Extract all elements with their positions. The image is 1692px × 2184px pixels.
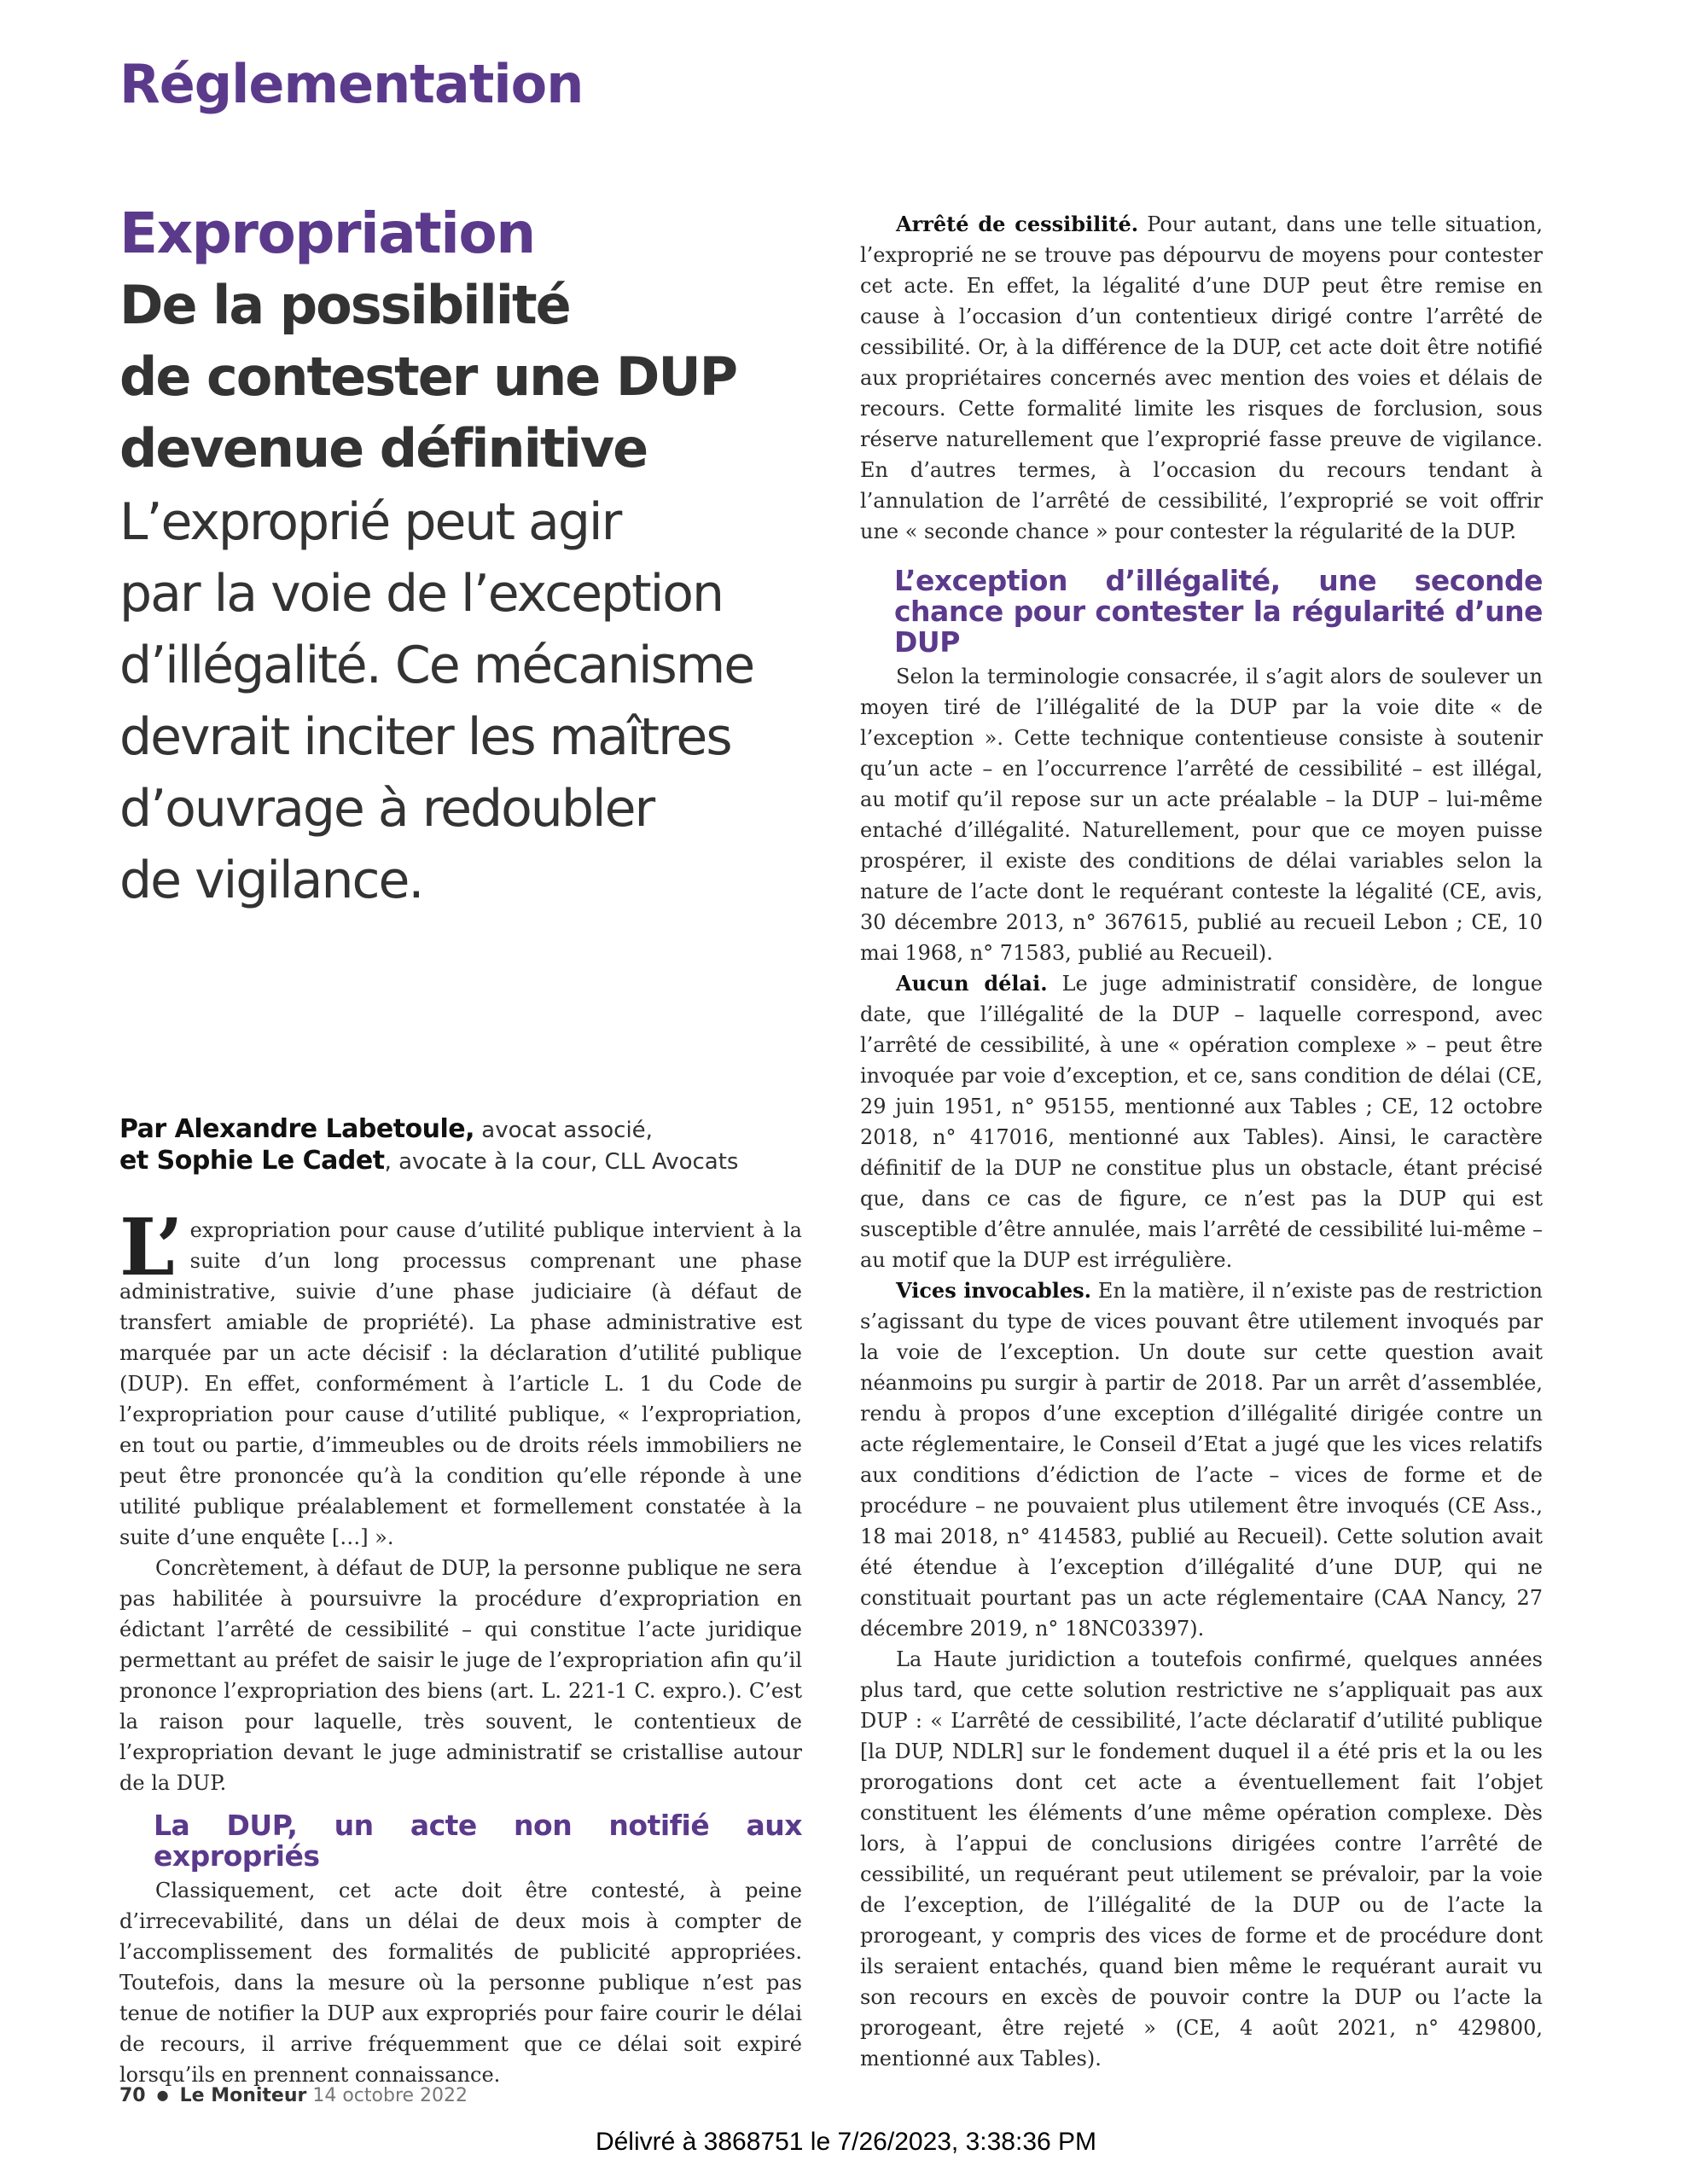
paragraph-lead: Arrêté de cessibilité.	[896, 212, 1139, 236]
right-column-body	[860, 209, 1543, 2074]
bullet-icon: ●	[156, 2087, 169, 2103]
subheading: La DUP, un acte non notifié aux expropriés	[154, 1809, 802, 1873]
paragraph: Concrètement, à défaut de DUP, la personne publique ne sera pas habilitée à poursuivre la procédure d’expropriation en édictant l’arrêté de cessibilité – qui constitue l’acte juridique permettant au préfet de saisir le juge de l’expropriation afin qu’il prononce l’expropriation des biens (art. L. 221-1 C. expro.). C’est la raison pour laquelle, très souvent, le contentieux de l’expropriation devant le juge administratif se cristallise autour de la DUP.	[119, 1556, 802, 1795]
publication-name: Le Moniteur	[179, 2085, 307, 2106]
article-header	[119, 198, 802, 916]
delivery-stamp: Délivré à 3868751 le 7/26/2023, 3:38:36 PM	[595, 2128, 1097, 2156]
page-number: 70	[119, 2085, 146, 2106]
section-label: Réglementation	[119, 53, 584, 115]
left-column-body	[119, 1201, 802, 2090]
issue-date: 14 octobre 2022	[312, 2085, 468, 2106]
paragraph	[119, 1201, 802, 1553]
paragraph-text: Le juge administratif considère, de longue date, que l’illégalité de la DUP – laquelle correspond, avec l’arrêté de cessibilité, à une « opération complexe » – peut être invoquée par voie d’exception, et ce, sans condition de délai (CE, 29 juin 1951, n° 95155, mentionné aux Tables ; CE, 12 octobre 2018, n° 417016, mentionné aux Tables). Ainsi, le caractère définitif de la DUP ne constitue plus un obstacle, étant précisé que, dans ce cas de figure, ce n’est pas la DUP qui est susceptible d’être annulée, mais l’arrêté de cessibilité lui-même – au motif que la DUP est irrégulière.	[860, 972, 1543, 1272]
author-2: et Sophie Le Cadet	[119, 1146, 385, 1176]
author-2-role: , avocate à la cour, CLL Avocats	[384, 1149, 739, 1175]
paragraph: La Haute juridiction a toutefois confirmé, quelques années plus tard, que cette solution restrictive ne s’appliquait pas aux DUP : « L’arrêté de cessibilité, l’acte déclaratif d’utilité publique [la DUP, NDLR] sur le fondement duquel il a été pris et la ou les prorogations dont cet acte a éventuellement fait l’objet constituent les éléments d’une même opération complexe. Dès lors, à l’appui de conclusions dirigées contre l’arrêté de cessibilité, un requérant peut utilement se prévaloir, par la voie de l’exception, de l’illégalité de la DUP ou de l’acte la prorogeant, y compris des vices de forme et de procédure dont ils seraient entachés, quand bien même le requérant aurait vu son recours en excès de pouvoir contre la DUP ou l’acte la prorogeant, être rejeté » (CE, 4 août 2021, n° 429800, mentionné aux Tables).	[860, 1647, 1543, 2071]
article-standfirst: L’exproprié peut agir par la voie de l’exception d’illégalité. Ce mécanisme devrait inciter les maîtres d’ouvrage à redoubler de vigilance.	[119, 492, 754, 910]
paragraph: Selon la terminologie consacrée, il s’agit alors de soulever un moyen tiré de l’illégalité de la DUP par la voie dite « de l’exception ». Cette technique contentieuse consiste à soutenir qu’un acte – en l’occurrence l’arrêté de cessibilité – est illégal, au motif qu’il repose sur un acte préalable – la DUP – lui-même entaché d’illégalité. Naturellement, pour que ce moyen puisse prospérer, il existe des conditions de délai variables selon la nature de l’acte dont le requérant conteste la légalité (CE, avis, 30 décembre 2013, n° 367615, publié au recueil Lebon ; CE, 10 mai 1968, n° 71583, publié au Recueil).	[860, 665, 1543, 965]
author-1: Par Alexandre Labetoule,	[119, 1114, 475, 1144]
byline	[119, 1114, 802, 1177]
article-kicker: Expropriation	[119, 200, 535, 266]
paragraph	[860, 1275, 1543, 1644]
paragraph-lead: Aucun délai.	[896, 971, 1048, 996]
paragraph-text: expropriation pour cause d’utilité publique intervient à la suite d’un long processus comprenant une phase administrative, suivie d’une phase judiciaire (à défaut de transfert amiable de propriété). La phase administrative est marquée par un acte décisif : la déclaration d’utilité publique (DUP). En effet, conformément à l’article L. 1 du Code de l’expropriation pour cause d’utilité publique, « l’expropriation, en tout ou partie, d’immeubles ou de droits réels immobiliers ne peut être prononcée qu’à la condition qu’elle réponde à une utilité publique préalablement et formellement constatée à la suite d’une enquête […] ».	[119, 1218, 802, 1549]
paragraph-text: En la matière, il n’existe pas de restriction s’agissant du type de vices pouvant être utilement invoqués par la voie de l’exception. Un doute sur cette question avait néanmoins pu surgir à partir de 2018. Par un arrêt d’assemblée, rendu à propos d’une exception d’illégalité dirigée contre un acte réglementaire, le Conseil d’Etat a jugé que les vices relatifs aux conditions d’édiction de l’acte – vices de forme et de procédure – ne pouvaient plus utilement être invoqués (CE Ass., 18 mai 2018, n° 414583, publié au Recueil). Cette solution avait été étendue à l’exception d’illégalité d’une DUP, qui ne constituait pourtant pas un acte réglementaire (CAA Nancy, 27 décembre 2019, n° 18NC03397).	[860, 1279, 1543, 1641]
article-headline: De la possibilité de contester une DUP devenue définitive	[119, 274, 737, 479]
paragraph	[860, 209, 1543, 547]
page-footer	[119, 2085, 468, 2106]
author-1-role: avocat associé,	[474, 1118, 653, 1143]
paragraph: Classiquement, cet acte doit être contesté, à peine d’irrecevabilité, dans un délai de deux mois à compter de l’accomplissement des formalités de publicité appropriées. Toutefois, dans la mesure où la personne publique n’est pas tenue de notifier la DUP aux expropriés pour faire courir le délai de recours, il arrive fréquemment que ce délai soit expiré lorsqu’ils en prennent connaissance.	[119, 1879, 802, 2087]
subheading: L’exception d’illégalité, une seconde chance pour contester la régularité d’une DUP	[894, 564, 1543, 659]
paragraph-text: Pour autant, dans une telle situation, l’exproprié ne se trouve pas dépourvu de moyens pour contester cet acte. En effet, la légalité d’une DUP peut être remise en cause à l’occasion d’un contentieux dirigé contre l’arrêté de cessibilité. Or, à la différence de la DUP, cet acte doit être notifié aux propriétaires concernés avec mention des voies et délais de recours. Cette formalité limite les risques de forclusion, sous réserve naturellement que l’exproprié fasse preuve de vigilance. En d’autres termes, à l’occasion du recours tendant à l’annulation de l’arrêté de cessibilité, l’exproprié se voit offrir une « seconde chance » pour contester la régularité de la DUP.	[860, 212, 1543, 543]
paragraph-lead: Vices invocables.	[896, 1278, 1092, 1303]
paragraph	[860, 968, 1543, 1275]
drop-cap: L’	[119, 1201, 183, 1293]
